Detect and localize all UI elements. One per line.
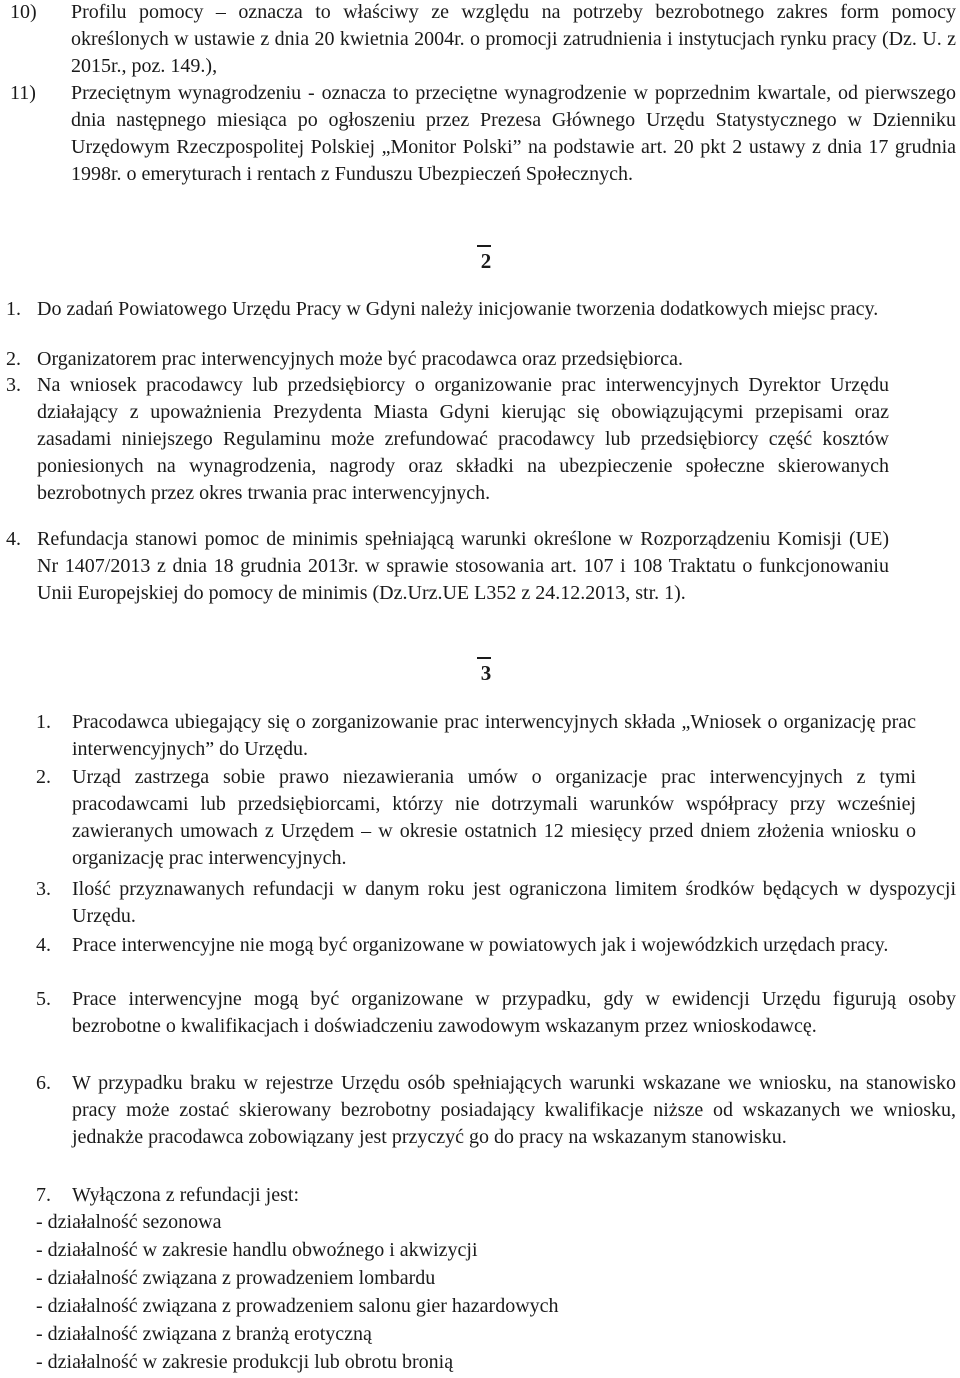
item-text: Organizatorem prac interwencyjnych może być pracodawca oraz przedsiębiorca.	[37, 348, 683, 370]
item-text: Na wniosek pracodawcy lub przedsiębiorcy o organizowanie prac interwencyjnych Dyrektor Urzędu działający z upoważnienia Prezydenta Miasta Gdyni kierując się obowiązującymi przepisami oraz zasadami niniejszego Regulaminu może zrefundować pracodawcy lub przedsiębiorcy część kosztów poniesionych na wynagrodzenia, nagrody oraz składki na ubezpieczenie społeczne skierowanych bezrobotnych przez okres trwania prac interwencyjnych.	[37, 374, 889, 504]
section-heading	[0, 245, 960, 275]
list-item	[36, 1070, 956, 1151]
item-number: 2.	[6, 348, 21, 370]
item-number: 1.	[36, 711, 51, 733]
exclusion-item: - działalność związana z prowadzeniem salonu gier hazardowych	[36, 1295, 559, 1317]
list-item	[6, 372, 889, 507]
item-number: 4.	[36, 934, 51, 956]
exclusion-item: - działalność w zakresie produkcji lub obrotu bronią	[36, 1351, 454, 1373]
list-item	[6, 346, 956, 373]
item-text: Prace interwencyjne mogą być organizowane w przypadku, gdy w ewidencji Urzędu figurują osoby bezrobotne o kwalifikacjach i doświadczeniu zawodowym wskazanym przez wnioskodawcę.	[72, 988, 956, 1037]
section-number: 3	[477, 657, 492, 687]
definition-number: 11)	[10, 82, 36, 104]
item-text: Refundacja stanowi pomoc de minimis spełniającą warunki określone w Rozporządzeniu Komisji (UE) Nr 1407/2013 z dnia 18 grudnia 2013r. w sprawie stosowania art. 107 i 108 Traktatu o funkcjonowaniu Unii Europejskiej do pomocy de minimis (Dz.Urz.UE L352 z 24.12.2013, str. 1).	[37, 528, 889, 604]
definition-text: Przeciętnym wynagrodzeniu - oznacza to przeciętne wynagrodzenie w poprzednim kwartale, od pierwszego dnia następnego miesiąca po ogłoszeniu przez Prezesa Głównego Urzędu Statystycznego w Dzienniku Urzędowym Rzeczpospolitej Polskiej „Monitor Polski” na podstawie art. 20 pkt 2 ustawy z dnia 17 grudnia 1998r. o emeryturach i rentach z Funduszu Ubezpieczeń Społecznych.	[71, 82, 956, 185]
item-text: Wyłączona z refundacji jest:	[72, 1184, 300, 1206]
item-number: 7.	[36, 1184, 51, 1206]
exclusion-item: - działalność w zakresie handlu obwoźnego i akwizycji	[36, 1239, 478, 1261]
item-text: Ilość przyznawanych refundacji w danym roku jest ograniczona limitem środków będących w dyspozycji Urzędu.	[72, 878, 956, 927]
definition-number: 10)	[10, 1, 37, 23]
item-number: 2.	[36, 766, 51, 788]
list-item	[6, 296, 956, 323]
list-item	[36, 709, 916, 763]
list-item	[36, 986, 956, 1040]
definition-item	[10, 80, 956, 188]
list-item	[36, 932, 956, 959]
exclusion-item: - działalność sezonowa	[36, 1211, 222, 1233]
section-number: 2	[477, 245, 492, 275]
section-heading	[0, 657, 960, 687]
item-text: W przypadku braku w rejestrze Urzędu osób spełniających warunki wskazane we wniosku, na stanowisko pracy może zostać skierowany bezrobotny posiadający kwalifikacje niższe od wskazanych we wniosku, jednakże pracodawca zobowiązany jest przyczyć go do pracy na wskazanym stanowisku.	[72, 1072, 956, 1148]
list-item	[36, 876, 956, 930]
item-number: 4.	[6, 528, 21, 550]
item-text: Prace interwencyjne nie mogą być organizowane w powiatowych jak i wojewódzkich urzędach pracy.	[72, 934, 889, 956]
item-number: 1.	[6, 298, 21, 320]
item-number: 5.	[36, 988, 51, 1010]
item-number: 6.	[36, 1072, 51, 1094]
item-number: 3.	[6, 374, 21, 396]
list-item	[36, 764, 916, 872]
list-item	[36, 1182, 956, 1209]
definition-item	[10, 0, 956, 80]
definition-text: Profilu pomocy – oznacza to właściwy ze względu na potrzeby bezrobotnego zakres form pomocy określonych w ustawie z dnia 20 kwietnia 2004r. o promocji zatrudnienia i instytucjach rynku pracy (Dz. U. z 2015r., poz. 149.),	[71, 1, 956, 77]
exclusion-item: - działalność związana z branżą erotyczną	[36, 1323, 372, 1345]
exclusion-item: - działalność związana z prowadzeniem lombardu	[36, 1267, 436, 1289]
item-text: Urząd zastrzega sobie prawo niezawierania umów o organizacje prac interwencyjnych z tymi pracodawcami lub przedsiębiorcami, którzy nie dotrzymali warunków współpracy przy wcześniej zawieranych umowach z Urzędem – w okresie ostatnich 12 miesięcy przed dniem złożenia wniosku o organizację prac interwencyjnych.	[72, 766, 916, 869]
list-item	[6, 526, 889, 607]
item-text: Do zadań Powiatowego Urzędu Pracy w Gdyni należy inicjowanie tworzenia dodatkowych miejsc pracy.	[37, 298, 879, 320]
item-text: Pracodawca ubiegający się o zorganizowanie prac interwencyjnych składa „Wniosek o organizację prac interwencyjnych” do Urzędu.	[72, 711, 916, 760]
item-number: 3.	[36, 878, 51, 900]
